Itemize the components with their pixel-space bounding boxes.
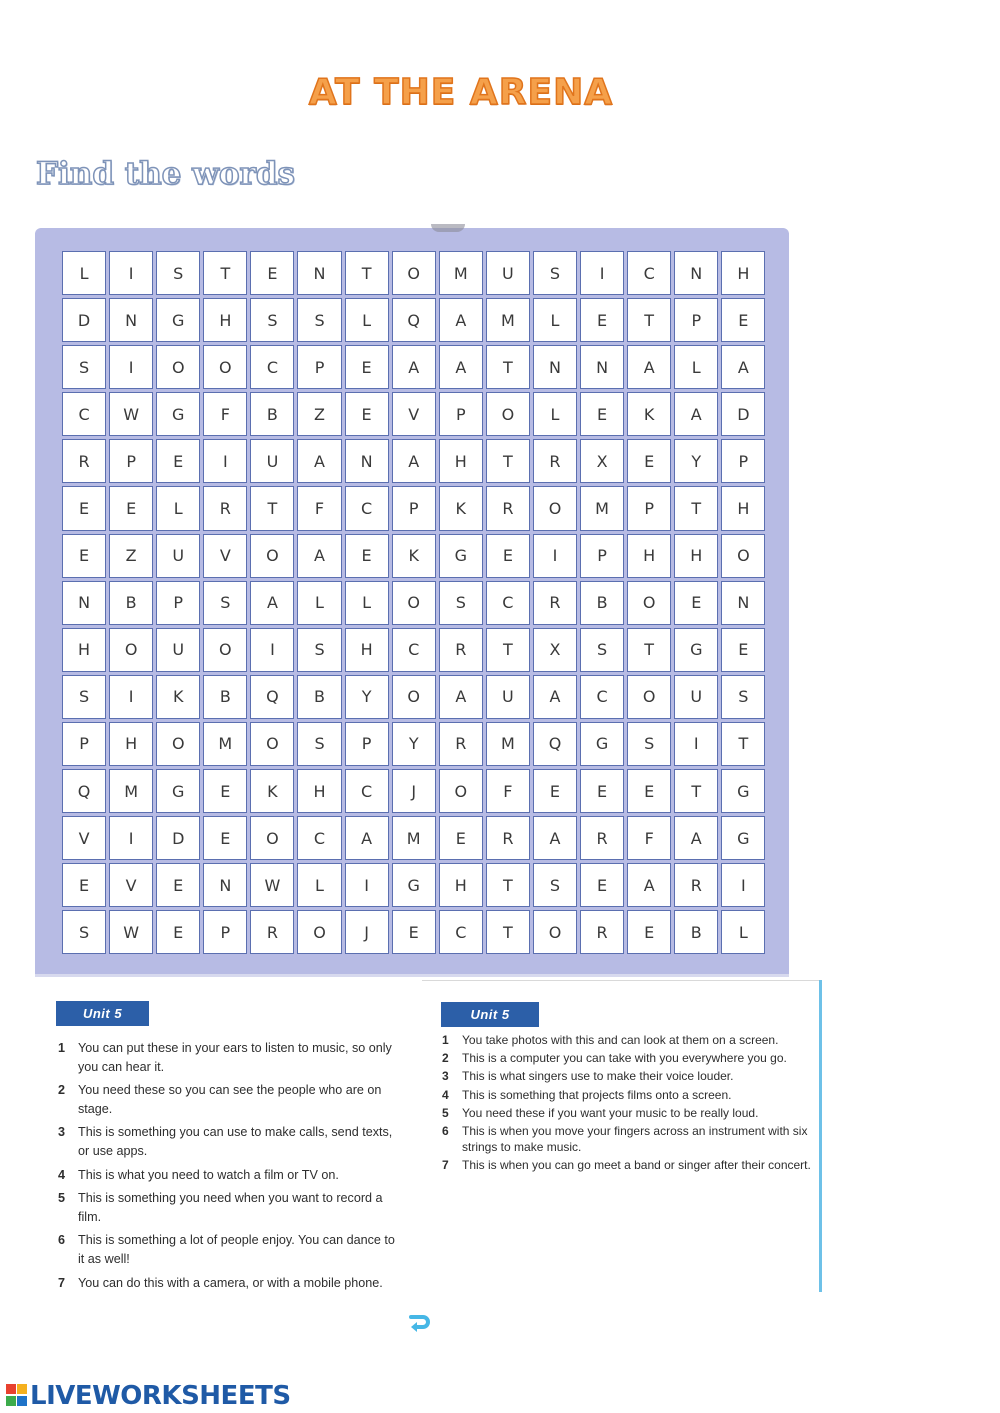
grid-cell[interactable]: A [439, 675, 483, 719]
grid-cell[interactable]: T [486, 628, 530, 672]
grid-cell[interactable]: V [392, 392, 436, 436]
left-unit-badge: Unit 5 [56, 1001, 149, 1026]
grid-cell[interactable]: M [486, 722, 530, 766]
grid-cell[interactable]: F [203, 392, 247, 436]
clue-item [442, 1105, 822, 1121]
grid-cell[interactable]: L [345, 298, 389, 342]
clue-text: You take photos with this and can look at them on a screen. [462, 1033, 779, 1047]
grid-cell[interactable]: V [203, 534, 247, 578]
grid-cell[interactable]: I [109, 675, 153, 719]
grid-cell[interactable]: A [627, 345, 671, 389]
grid-cell[interactable]: S [580, 628, 624, 672]
grid-cell[interactable]: E [627, 769, 671, 813]
grid-cell[interactable]: S [297, 628, 341, 672]
grid-cell[interactable]: Q [62, 769, 106, 813]
clue-item [58, 1123, 403, 1160]
grid-cell[interactable]: N [109, 298, 153, 342]
clue-text: You need these if you want your music to be really loud. [462, 1105, 759, 1120]
grid-cell[interactable]: L [297, 581, 341, 625]
grid-cell[interactable]: R [580, 910, 624, 954]
grid-cell[interactable]: F [486, 769, 530, 813]
word-search-grid[interactable] [62, 251, 765, 954]
grid-cell[interactable]: E [486, 534, 530, 578]
right-panel-border [819, 980, 822, 1292]
grid-cell[interactable]: S [297, 298, 341, 342]
grid-cell[interactable]: E [580, 769, 624, 813]
grid-cell[interactable]: P [345, 722, 389, 766]
grid-cell[interactable]: O [533, 910, 577, 954]
grid-cell[interactable]: I [250, 628, 294, 672]
grid-cell[interactable]: S [156, 251, 200, 295]
page-title: AT THE ARENA [308, 72, 614, 113]
grid-cell[interactable]: S [62, 345, 106, 389]
grid-cell[interactable]: O [250, 534, 294, 578]
grid-cell[interactable]: H [203, 298, 247, 342]
grid-cell[interactable]: C [250, 345, 294, 389]
grid-cell[interactable]: P [674, 298, 718, 342]
grid-cell[interactable]: T [486, 345, 530, 389]
grid-cell[interactable]: I [674, 722, 718, 766]
grid-cell[interactable]: C [486, 581, 530, 625]
grid-cell[interactable]: R [439, 628, 483, 672]
grid-cell[interactable]: A [297, 439, 341, 483]
grid-cell[interactable]: R [674, 863, 718, 907]
grid-cell[interactable]: M [486, 298, 530, 342]
grid-cell[interactable]: O [250, 816, 294, 860]
clue-item [442, 1087, 822, 1103]
grid-cell[interactable]: F [627, 816, 671, 860]
frame-notch [431, 224, 465, 232]
grid-cell[interactable]: E [62, 486, 106, 530]
clue-number: 3 [58, 1125, 66, 1140]
grid-cell[interactable]: M [439, 251, 483, 295]
grid-cell[interactable]: P [392, 486, 436, 530]
grid-cell[interactable]: O [156, 722, 200, 766]
grid-cell[interactable]: E [62, 534, 106, 578]
clue-number: 4 [442, 1087, 449, 1102]
grid-cell[interactable]: U [486, 675, 530, 719]
grid-cell[interactable]: A [392, 439, 436, 483]
grid-cell[interactable]: M [203, 722, 247, 766]
grid-cell[interactable]: O [486, 392, 530, 436]
grid-cell[interactable]: G [721, 816, 765, 860]
grid-cell[interactable]: E [250, 251, 294, 295]
grid-cell[interactable]: K [392, 534, 436, 578]
grid-cell[interactable]: C [439, 910, 483, 954]
grid-cell[interactable]: E [674, 581, 718, 625]
grid-cell[interactable]: R [533, 439, 577, 483]
grid-cell[interactable]: E [580, 392, 624, 436]
grid-cell[interactable]: F [297, 486, 341, 530]
grid-cell[interactable]: L [721, 910, 765, 954]
grid-cell[interactable]: H [62, 628, 106, 672]
grid-cell[interactable]: U [156, 534, 200, 578]
grid-cell[interactable]: S [203, 581, 247, 625]
grid-cell[interactable]: O [627, 581, 671, 625]
grid-cell[interactable]: G [674, 628, 718, 672]
grid-cell[interactable]: P [580, 534, 624, 578]
clue-item [58, 1231, 403, 1268]
clue-text: This is something that projects films onto a screen. [462, 1087, 732, 1102]
brand-name: LIVEWORKSHEETS [30, 1381, 291, 1411]
grid-cell[interactable]: Y [345, 675, 389, 719]
grid-cell[interactable]: M [109, 769, 153, 813]
clue-number: 6 [442, 1124, 449, 1139]
clue-item [58, 1166, 403, 1185]
grid-cell[interactable]: B [297, 675, 341, 719]
grid-cell[interactable]: W [250, 863, 294, 907]
grid-cell[interactable]: U [156, 628, 200, 672]
grid-cell[interactable]: O [627, 675, 671, 719]
grid-cell[interactable]: I [580, 251, 624, 295]
grid-cell[interactable]: C [297, 816, 341, 860]
grid-cell[interactable]: H [439, 863, 483, 907]
grid-cell[interactable]: R [439, 722, 483, 766]
grid-cell[interactable]: D [721, 392, 765, 436]
grid-cell[interactable]: A [297, 534, 341, 578]
grid-cell[interactable]: E [627, 910, 671, 954]
grid-cell[interactable]: G [156, 769, 200, 813]
grid-cell[interactable]: Q [392, 298, 436, 342]
grid-cell[interactable]: U [250, 439, 294, 483]
grid-cell[interactable]: N [721, 581, 765, 625]
grid-cell[interactable]: S [533, 863, 577, 907]
right-unit-badge: Unit 5 [441, 1002, 539, 1027]
grid-cell[interactable]: K [439, 486, 483, 530]
grid-cell[interactable]: D [156, 816, 200, 860]
grid-cell[interactable]: T [674, 486, 718, 530]
grid-cell[interactable]: G [439, 534, 483, 578]
grid-cell[interactable]: O [203, 628, 247, 672]
grid-cell[interactable]: U [486, 251, 530, 295]
grid-cell[interactable]: I [109, 345, 153, 389]
grid-cell[interactable]: E [721, 628, 765, 672]
clue-number: 3 [442, 1069, 449, 1084]
grid-cell[interactable]: O [109, 628, 153, 672]
grid-cell[interactable]: S [439, 581, 483, 625]
clue-item [58, 1039, 403, 1076]
grid-cell[interactable]: O [203, 345, 247, 389]
grid-cell[interactable]: H [627, 534, 671, 578]
grid-cell[interactable]: O [392, 675, 436, 719]
clue-text: This is a computer you can take with you everywhere you go. [462, 1051, 787, 1066]
clue-number: 5 [58, 1191, 66, 1206]
clue-item [58, 1274, 403, 1293]
grid-cell[interactable]: E [203, 816, 247, 860]
grid-cell[interactable]: K [250, 769, 294, 813]
grid-cell[interactable]: B [250, 392, 294, 436]
grid-cell[interactable]: R [486, 486, 530, 530]
clue-text: This is something you can use to make calls, send texts, or use apps. [78, 1125, 393, 1158]
grid-cell[interactable]: S [627, 722, 671, 766]
clue-text: This is what you need to watch a film or TV on. [78, 1167, 339, 1182]
grid-cell[interactable]: P [439, 392, 483, 436]
grid-cell[interactable]: N [62, 581, 106, 625]
grid-cell[interactable]: C [627, 251, 671, 295]
grid-cell[interactable]: Z [109, 534, 153, 578]
clue-item [442, 1032, 822, 1048]
clue-item [442, 1123, 822, 1155]
clue-number: 1 [442, 1033, 449, 1047]
grid-cell[interactable]: S [62, 675, 106, 719]
grid-cell[interactable]: I [109, 251, 153, 295]
grid-cell[interactable]: T [721, 722, 765, 766]
grid-cell[interactable]: H [297, 769, 341, 813]
grid-cell[interactable]: X [580, 439, 624, 483]
grid-cell[interactable]: P [109, 439, 153, 483]
grid-cell[interactable]: L [533, 298, 577, 342]
grid-cell[interactable]: H [109, 722, 153, 766]
grid-cell[interactable]: O [392, 581, 436, 625]
grid-cell[interactable]: E [345, 345, 389, 389]
grid-cell[interactable]: O [297, 910, 341, 954]
clue-text: This is what singers use to make their voice louder. [462, 1069, 734, 1084]
grid-cell[interactable]: P [721, 439, 765, 483]
grid-cell[interactable]: R [580, 816, 624, 860]
grid-cell[interactable]: H [439, 439, 483, 483]
grid-cell[interactable]: H [674, 534, 718, 578]
grid-cell[interactable]: B [109, 581, 153, 625]
grid-cell[interactable]: Y [392, 722, 436, 766]
grid-cell[interactable]: H [345, 628, 389, 672]
grid-cell[interactable]: T [345, 251, 389, 295]
grid-cell[interactable]: W [109, 910, 153, 954]
clue-number: 5 [442, 1105, 449, 1120]
grid-cell[interactable]: I [109, 816, 153, 860]
grid-cell[interactable]: G [392, 863, 436, 907]
frame-bottom-edge [35, 974, 789, 977]
clue-number: 7 [442, 1158, 449, 1173]
grid-cell[interactable]: G [580, 722, 624, 766]
grid-cell[interactable]: Z [297, 392, 341, 436]
clue-text: This is something you need when you want to record a film. [78, 1191, 383, 1224]
grid-cell[interactable]: L [297, 863, 341, 907]
grid-cell[interactable]: E [156, 439, 200, 483]
grid-cell[interactable]: E [156, 863, 200, 907]
grid-cell[interactable]: I [345, 863, 389, 907]
grid-cell[interactable]: O [156, 345, 200, 389]
brand-logo[interactable] [6, 1381, 291, 1411]
grid-cell[interactable]: Q [250, 675, 294, 719]
grid-cell[interactable]: G [721, 769, 765, 813]
clue-item [442, 1050, 822, 1066]
grid-cell[interactable]: G [156, 298, 200, 342]
clue-number: 1 [58, 1041, 66, 1055]
grid-cell[interactable]: O [250, 722, 294, 766]
grid-cell[interactable]: S [533, 251, 577, 295]
grid-cell[interactable]: C [580, 675, 624, 719]
clue-number: 4 [58, 1167, 66, 1182]
grid-cell[interactable]: P [62, 722, 106, 766]
grid-cell[interactable]: A [392, 345, 436, 389]
grid-cell[interactable]: E [62, 863, 106, 907]
grid-cell[interactable]: A [627, 863, 671, 907]
clue-number: 7 [58, 1275, 66, 1290]
grid-cell[interactable]: T [203, 251, 247, 295]
left-clue-list [58, 1039, 403, 1297]
grid-cell[interactable]: P [203, 910, 247, 954]
return-arrow-icon[interactable] [407, 1313, 431, 1335]
grid-cell[interactable]: O [392, 251, 436, 295]
clue-number: 2 [58, 1083, 66, 1098]
grid-cell[interactable]: V [62, 816, 106, 860]
grid-cell[interactable]: A [533, 816, 577, 860]
grid-cell[interactable]: S [62, 910, 106, 954]
grid-cell[interactable]: H [721, 486, 765, 530]
grid-cell[interactable]: N [580, 345, 624, 389]
clue-item [58, 1081, 403, 1118]
grid-cell[interactable]: D [62, 298, 106, 342]
grid-cell[interactable]: O [721, 534, 765, 578]
grid-cell[interactable]: B [203, 675, 247, 719]
grid-cell[interactable]: J [392, 769, 436, 813]
clue-text: This is when you can go meet a band or singer after their concert. [462, 1158, 811, 1173]
grid-cell[interactable]: A [439, 298, 483, 342]
grid-cell[interactable]: A [674, 816, 718, 860]
clue-text: You can do this with a camera, or with a mobile phone. [78, 1275, 383, 1290]
grid-cell[interactable]: Y [674, 439, 718, 483]
grid-cell[interactable]: N [203, 863, 247, 907]
grid-cell[interactable]: C [345, 486, 389, 530]
grid-cell[interactable]: I [533, 534, 577, 578]
grid-cell[interactable]: B [580, 581, 624, 625]
grid-cell[interactable]: T [627, 298, 671, 342]
grid-cell[interactable]: P [627, 486, 671, 530]
grid-cell[interactable]: K [156, 675, 200, 719]
grid-cell[interactable]: X [533, 628, 577, 672]
grid-cell[interactable]: N [345, 439, 389, 483]
grid-cell[interactable]: A [439, 345, 483, 389]
clue-item [58, 1189, 403, 1226]
grid-cell[interactable]: B [674, 910, 718, 954]
grid-cell[interactable]: O [533, 486, 577, 530]
clue-text: This is something a lot of people enjoy. You can dance to it as well! [78, 1233, 395, 1266]
grid-cell[interactable]: R [250, 910, 294, 954]
grid-cell[interactable]: A [533, 675, 577, 719]
grid-cell[interactable]: I [721, 863, 765, 907]
grid-cell[interactable]: M [580, 486, 624, 530]
grid-cell[interactable]: E [203, 769, 247, 813]
grid-cell[interactable]: E [721, 298, 765, 342]
grid-cell[interactable]: N [533, 345, 577, 389]
grid-cell[interactable]: E [580, 298, 624, 342]
clue-text: This is when you move your fingers across an instrument with six strings to make music. [462, 1124, 808, 1155]
grid-cell[interactable]: E [533, 769, 577, 813]
grid-cell[interactable]: V [109, 863, 153, 907]
grid-cell[interactable]: J [345, 910, 389, 954]
grid-cell[interactable]: G [156, 392, 200, 436]
grid-cell[interactable]: Q [533, 722, 577, 766]
grid-cell[interactable]: P [156, 581, 200, 625]
grid-cell[interactable]: R [62, 439, 106, 483]
grid-cell[interactable]: L [674, 345, 718, 389]
grid-cell[interactable]: S [721, 675, 765, 719]
clue-number: 2 [442, 1051, 449, 1066]
grid-cell[interactable]: A [345, 816, 389, 860]
grid-cell[interactable]: A [721, 345, 765, 389]
grid-cell[interactable]: R [533, 581, 577, 625]
grid-cell[interactable]: T [486, 439, 530, 483]
grid-cell[interactable]: R [486, 816, 530, 860]
grid-cell[interactable]: E [345, 392, 389, 436]
grid-cell[interactable]: L [156, 486, 200, 530]
liveworksheets-logo-icon [6, 1383, 28, 1409]
grid-cell[interactable]: E [439, 816, 483, 860]
grid-cell[interactable]: C [392, 628, 436, 672]
word-search-frame [35, 228, 789, 976]
grid-cell[interactable]: E [109, 486, 153, 530]
right-panel-top-line [422, 980, 820, 981]
grid-cell[interactable]: T [250, 486, 294, 530]
grid-cell[interactable]: S [297, 722, 341, 766]
clue-text: You can put these in your ears to listen to music, so only you can hear it. [78, 1041, 392, 1074]
grid-cell[interactable]: C [62, 392, 106, 436]
grid-cell[interactable]: O [439, 769, 483, 813]
grid-cell[interactable]: R [203, 486, 247, 530]
clue-number: 6 [58, 1233, 66, 1248]
grid-cell[interactable]: T [627, 628, 671, 672]
grid-cell[interactable]: A [674, 392, 718, 436]
grid-cell[interactable]: L [533, 392, 577, 436]
grid-cell[interactable]: E [580, 863, 624, 907]
grid-cell[interactable]: L [345, 581, 389, 625]
grid-cell[interactable]: T [674, 769, 718, 813]
grid-cell[interactable]: E [345, 534, 389, 578]
grid-cell[interactable]: N [674, 251, 718, 295]
grid-cell[interactable]: H [721, 251, 765, 295]
clue-item [442, 1068, 822, 1084]
grid-cell[interactable]: E [392, 910, 436, 954]
page-subtitle: Find the words [36, 156, 295, 192]
grid-cell[interactable]: N [297, 251, 341, 295]
grid-cell[interactable]: U [674, 675, 718, 719]
grid-cell[interactable]: E [156, 910, 200, 954]
grid-cell[interactable]: A [250, 581, 294, 625]
right-clue-list [442, 1032, 822, 1176]
grid-cell[interactable]: T [486, 910, 530, 954]
grid-cell[interactable]: K [627, 392, 671, 436]
clue-text: You need these so you can see the people who are on stage. [78, 1083, 382, 1116]
grid-cell[interactable]: E [627, 439, 671, 483]
grid-cell[interactable]: W [109, 392, 153, 436]
clue-item [442, 1157, 822, 1173]
grid-cell[interactable]: C [345, 769, 389, 813]
grid-cell[interactable]: T [486, 863, 530, 907]
grid-cell[interactable]: S [250, 298, 294, 342]
grid-cell[interactable]: L [62, 251, 106, 295]
grid-cell[interactable]: P [297, 345, 341, 389]
grid-cell[interactable]: I [203, 439, 247, 483]
grid-cell[interactable]: M [392, 816, 436, 860]
